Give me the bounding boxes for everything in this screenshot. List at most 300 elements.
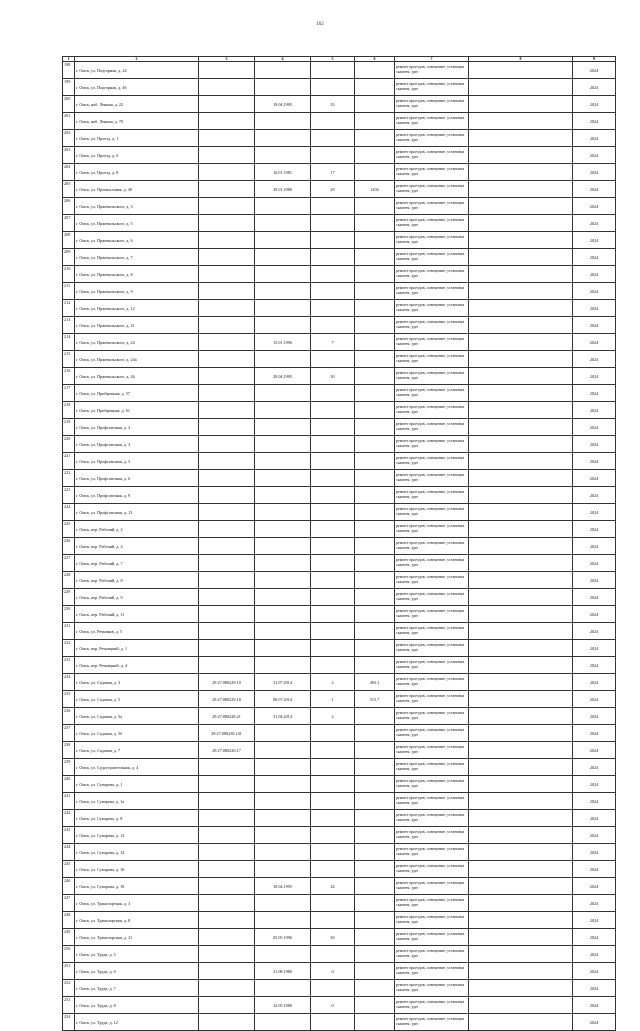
cadastral-number-cell [199, 878, 255, 895]
cadastral-number-cell [199, 402, 255, 419]
year-cell: 2024 [573, 912, 616, 929]
date-cell [255, 351, 311, 368]
address-cell: г. Омск, ул. Транспортная, д. 8 [75, 912, 199, 929]
column-6-cell [355, 113, 395, 130]
column-8-cell [469, 606, 573, 623]
table-row [63, 963, 616, 980]
address-cell: г. Омск, пер. Рабочий, д. 8 [75, 572, 199, 589]
table-row [63, 419, 616, 436]
date-cell [255, 810, 311, 827]
year-cell: 2024 [573, 504, 616, 521]
date-cell [255, 317, 311, 334]
table-row [63, 334, 616, 351]
year-cell: 2024 [573, 317, 616, 334]
table-row [63, 657, 616, 674]
column-6-cell [355, 198, 395, 215]
column-6-cell [355, 334, 395, 351]
cadastral-number-cell [199, 96, 255, 113]
cadastral-number-cell [199, 181, 255, 198]
works-description-cell: ремонт проездов, освещение, установка скамеек, урн [395, 317, 469, 334]
date-cell [255, 555, 311, 572]
table-row [63, 589, 616, 606]
column-5-cell [311, 249, 355, 266]
table-row [63, 385, 616, 402]
address-cell: г. Омск, ул. Пржевальского, д. 8 [75, 266, 199, 283]
address-cell: г. Омск, ул. Труда, д. 12 [75, 1014, 199, 1031]
table-row [63, 487, 616, 504]
column-8-cell [469, 572, 573, 589]
row-number: 199 [63, 79, 75, 96]
works-description-cell: ремонт проездов, освещение, установка скамеек, урн [395, 283, 469, 300]
table-row [63, 62, 616, 79]
column-5-cell [311, 980, 355, 997]
date-cell [255, 895, 311, 912]
address-cell: г. Омск, ул. Садовая, д. 5б [75, 725, 199, 742]
works-description-cell: ремонт проездов, освещение, установка скамеек, урн [395, 776, 469, 793]
cadastral-number-cell [199, 1014, 255, 1031]
column-5-cell [311, 402, 355, 419]
cadastral-number-cell [199, 895, 255, 912]
works-description-cell: ремонт проездов, освещение, установка скамеек, урн [395, 266, 469, 283]
row-number: 253 [63, 997, 75, 1014]
column-8-cell [469, 368, 573, 385]
works-description-cell: ремонт проездов, освещение, установка скамеек, урн [395, 249, 469, 266]
address-cell: г. Омск, ул. Суворова, д. 8 [75, 810, 199, 827]
column-6-cell [355, 759, 395, 776]
year-cell: 2024 [573, 419, 616, 436]
date-cell: 16.01.1981 [255, 164, 311, 181]
column-5-cell [311, 827, 355, 844]
column-5-cell [311, 521, 355, 538]
address-cell: г. Омск, ул. Суворова, д. 12 [75, 827, 199, 844]
table-row [63, 215, 616, 232]
cadastral-number-cell [199, 317, 255, 334]
year-cell: 2024 [573, 453, 616, 470]
table-row [63, 980, 616, 997]
cadastral-number-cell [199, 232, 255, 249]
year-cell: 2024 [573, 827, 616, 844]
table-row [63, 164, 616, 181]
year-cell: 2024 [573, 232, 616, 249]
date-cell [255, 640, 311, 657]
date-cell [255, 538, 311, 555]
cadastral-number-cell [199, 283, 255, 300]
cadastral-number-cell [199, 300, 255, 317]
address-cell: г. Омск, ул. Пржевальского, д. 12 [75, 300, 199, 317]
row-number: 239 [63, 759, 75, 776]
column-8-cell [469, 793, 573, 810]
date-cell [255, 113, 311, 130]
column-8-cell [469, 164, 573, 181]
cadastral-number-cell [199, 759, 255, 776]
column-6-cell [355, 793, 395, 810]
year-cell: 2024 [573, 470, 616, 487]
column-6-cell [355, 878, 395, 895]
row-number: 221 [63, 453, 75, 470]
table-row [63, 708, 616, 725]
row-number: 201 [63, 113, 75, 130]
column-5-cell [311, 623, 355, 640]
year-cell: 2024 [573, 215, 616, 232]
column-8-cell [469, 980, 573, 997]
works-description-cell: ремонт проездов, освещение, установка скамеек, урн [395, 470, 469, 487]
column-5-cell: 35 [311, 96, 355, 113]
column-5-cell [311, 232, 355, 249]
table-row [63, 453, 616, 470]
cadastral-number-cell [199, 776, 255, 793]
column-5-cell [311, 946, 355, 963]
date-cell [255, 453, 311, 470]
works-description-cell: ремонт проездов, освещение, установка скамеек, урн [395, 487, 469, 504]
column-6-cell [355, 470, 395, 487]
works-description-cell: ремонт проездов, освещение, установка скамеек, урн [395, 113, 469, 130]
works-description-cell: ремонт проездов, освещение, установка скамеек, урн [395, 929, 469, 946]
works-description-cell: ремонт проездов, освещение, установка скамеек, урн [395, 521, 469, 538]
row-number: 220 [63, 436, 75, 453]
date-cell [255, 470, 311, 487]
works-description-cell: ремонт проездов, освещение, установка скамеек, урн [395, 793, 469, 810]
works-description-cell: ремонт проездов, освещение, установка скамеек, урн [395, 691, 469, 708]
column-6-cell [355, 589, 395, 606]
works-description-cell: ремонт проездов, освещение, установка скамеек, урн [395, 963, 469, 980]
address-cell: г. Омск, ул. Садовая, д. 3 [75, 674, 199, 691]
column-5-cell [311, 810, 355, 827]
cadastral-number-cell [199, 198, 255, 215]
cadastral-number-cell [199, 215, 255, 232]
column-8-cell [469, 878, 573, 895]
cadastral-number-cell [199, 470, 255, 487]
year-cell: 2024 [573, 436, 616, 453]
column-8-cell [469, 283, 573, 300]
column-8-cell [469, 776, 573, 793]
cadastral-number-cell [199, 79, 255, 96]
works-description-cell: ремонт проездов, освещение, установка скамеек, урн [395, 164, 469, 181]
table-row [63, 1014, 616, 1031]
row-number: 203 [63, 147, 75, 164]
cadastral-number-cell [199, 62, 255, 79]
date-cell: 29.01.1980 [255, 181, 311, 198]
table-row [63, 283, 616, 300]
works-description-cell: ремонт проездов, освещение, установка скамеек, урн [395, 759, 469, 776]
date-cell [255, 725, 311, 742]
date-cell [255, 742, 311, 759]
year-cell: 2024 [573, 861, 616, 878]
cadastral-number-cell [199, 572, 255, 589]
address-cell: г. Омск, ул. Садовая, д. 7 [75, 742, 199, 759]
column-8-cell [469, 113, 573, 130]
address-cell: г. Омск, ул. Пржевальского, д. 3 [75, 198, 199, 215]
column-6-cell [355, 555, 395, 572]
row-number: 211 [63, 283, 75, 300]
date-cell [255, 589, 311, 606]
column-5-cell [311, 912, 355, 929]
year-cell: 2024 [573, 572, 616, 589]
address-cell: г. Омск, пер. Рабочий, д. 11 [75, 606, 199, 623]
year-cell: 2024 [573, 130, 616, 147]
column-5-cell [311, 538, 355, 555]
year-cell: 2024 [573, 283, 616, 300]
column-8-cell [469, 589, 573, 606]
column-6-cell [355, 487, 395, 504]
table-row [63, 232, 616, 249]
year-cell: 2024 [573, 198, 616, 215]
header-cell: 8 [469, 57, 573, 62]
column-8-cell [469, 351, 573, 368]
cadastral-number-cell [199, 844, 255, 861]
works-description-cell: ремонт проездов, освещение, установка скамеек, урн [395, 504, 469, 521]
address-cell: г. Омск, пер. Речницкий, д. 4 [75, 657, 199, 674]
row-number: 247 [63, 895, 75, 912]
column-5-cell [311, 640, 355, 657]
address-cell: г. Омск, ул. Суворова, д. 16 [75, 861, 199, 878]
table-row [63, 606, 616, 623]
column-5-cell: 2 [311, 708, 355, 725]
address-cell: г. Омск, ул. Проезд, д. 6 [75, 147, 199, 164]
cadastral-number-cell [199, 963, 255, 980]
column-6-cell [355, 895, 395, 912]
table-row [63, 861, 616, 878]
address-cell: г. Омск, ул. Профсоюзная, д. 13 [75, 504, 199, 521]
cadastral-number-cell [199, 130, 255, 147]
works-description-cell: ремонт проездов, освещение, установка скамеек, урн [395, 742, 469, 759]
table-row [63, 878, 616, 895]
column-8-cell [469, 640, 573, 657]
table-row [63, 351, 616, 368]
column-6-cell [355, 283, 395, 300]
column-6-cell [355, 861, 395, 878]
column-5-cell [311, 844, 355, 861]
year-cell: 2024 [573, 589, 616, 606]
address-cell: г. Омск, ул. Садовая, д. 5 [75, 691, 199, 708]
column-8-cell [469, 742, 573, 759]
column-8-cell [469, 521, 573, 538]
works-description-cell: ремонт проездов, освещение, установка скамеек, урн [395, 453, 469, 470]
table-row [63, 521, 616, 538]
address-cell: г. Омск, ул. Суворова, д. 1а [75, 793, 199, 810]
address-cell: г. Омск, ул. Труда, д. 7 [75, 980, 199, 997]
date-cell [255, 62, 311, 79]
year-cell: 2024 [573, 164, 616, 181]
works-description-cell: ремонт проездов, освещение, установка скамеек, урн [395, 130, 469, 147]
row-number: 240 [63, 776, 75, 793]
column-5-cell [311, 351, 355, 368]
date-cell: 08.07.2014 [255, 691, 311, 708]
column-5-cell [311, 62, 355, 79]
table-row [63, 504, 616, 521]
column-6-cell [355, 368, 395, 385]
row-number: 208 [63, 232, 75, 249]
column-6-cell [355, 538, 395, 555]
works-description-cell: ремонт проездов, освещение, установка скамеек, урн [395, 368, 469, 385]
column-6-cell [355, 317, 395, 334]
table-row [63, 674, 616, 691]
date-cell [255, 300, 311, 317]
row-number: 207 [63, 215, 75, 232]
cadastral-number-cell [199, 368, 255, 385]
works-description-cell: ремонт проездов, освещение, установка скамеек, урн [395, 198, 469, 215]
year-cell: 2024 [573, 334, 616, 351]
cadastral-number-cell [199, 385, 255, 402]
column-6-cell [355, 232, 395, 249]
column-8-cell [469, 538, 573, 555]
column-5-cell [311, 725, 355, 742]
works-description-cell: ремонт проездов, освещение, установка скамеек, урн [395, 232, 469, 249]
column-6-cell [355, 351, 395, 368]
column-6-cell [355, 79, 395, 96]
row-number: 234 [63, 674, 75, 691]
column-6-cell [355, 96, 395, 113]
address-cell: г. Омск, ул. Пржевальского, д. 24а [75, 351, 199, 368]
row-number: 232 [63, 640, 75, 657]
register-table [62, 56, 616, 1031]
table-row [63, 300, 616, 317]
table-row [63, 402, 616, 419]
cadastral-number-cell [199, 793, 255, 810]
header-cell: 5 [311, 57, 355, 62]
year-cell: 2024 [573, 640, 616, 657]
address-cell: г. Омск, ул. Подгорная, д. 46 [75, 79, 199, 96]
table-row [63, 946, 616, 963]
year-cell: 2024 [573, 929, 616, 946]
cadastral-number-cell [199, 521, 255, 538]
year-cell: 2024 [573, 1014, 616, 1031]
table-row [63, 776, 616, 793]
year-cell: 2024 [573, 793, 616, 810]
cadastral-number-cell [199, 538, 255, 555]
table-row [63, 640, 616, 657]
column-5-cell: 29 [311, 181, 355, 198]
address-cell: г. Омск, ул. Суворова, д. 1 [75, 776, 199, 793]
column-8-cell [469, 929, 573, 946]
works-description-cell: ремонт проездов, освещение, установка скамеек, урн [395, 181, 469, 198]
table-row [63, 130, 616, 147]
year-cell: 2024 [573, 725, 616, 742]
column-8-cell [469, 1014, 573, 1031]
year-cell: 2024 [573, 300, 616, 317]
date-cell [255, 487, 311, 504]
works-description-cell: ремонт проездов, освещение, установка скамеек, урн [395, 572, 469, 589]
year-cell: 2024 [573, 963, 616, 980]
cadastral-number-cell [199, 266, 255, 283]
row-number: 226 [63, 538, 75, 555]
row-number: 227 [63, 555, 75, 572]
year-cell: 2024 [573, 385, 616, 402]
cadastral-number-cell [199, 555, 255, 572]
year-cell: 2024 [573, 980, 616, 997]
table-row [63, 742, 616, 759]
column-6-cell [355, 164, 395, 181]
cadastral-number-cell [199, 113, 255, 130]
page-number: 162 [316, 22, 324, 27]
year-cell: 2024 [573, 844, 616, 861]
date-cell [255, 623, 311, 640]
table-row [63, 793, 616, 810]
date-cell [255, 1014, 311, 1031]
row-number: 222 [63, 470, 75, 487]
column-6-cell [355, 606, 395, 623]
date-cell [255, 844, 311, 861]
row-number: 242 [63, 810, 75, 827]
column-5-cell: 0 [311, 963, 355, 980]
works-description-cell: ремонт проездов, освещение, установка скамеек, урн [395, 708, 469, 725]
works-description-cell: ремонт проездов, освещение, установка скамеек, урн [395, 79, 469, 96]
date-cell [255, 249, 311, 266]
date-cell: 10.04.1995 [255, 878, 311, 895]
date-cell [255, 436, 311, 453]
column-8-cell [469, 436, 573, 453]
table-row [63, 436, 616, 453]
year-cell: 2024 [573, 759, 616, 776]
column-5-cell: 24 [311, 878, 355, 895]
column-8-cell [469, 963, 573, 980]
works-description-cell: ремонт проездов, освещение, установка скамеек, урн [395, 334, 469, 351]
cadastral-number-cell [199, 589, 255, 606]
column-5-cell: 2 [311, 674, 355, 691]
column-5-cell [311, 300, 355, 317]
column-5-cell: 30 [311, 929, 355, 946]
row-number: 251 [63, 963, 75, 980]
column-5-cell [311, 742, 355, 759]
cadastral-number-cell [199, 436, 255, 453]
cadastral-number-cell [199, 657, 255, 674]
column-5-cell [311, 555, 355, 572]
cadastral-number-cell [199, 249, 255, 266]
year-cell: 2024 [573, 538, 616, 555]
date-cell [255, 861, 311, 878]
row-number: 210 [63, 266, 75, 283]
year-cell: 2024 [573, 521, 616, 538]
row-number: 231 [63, 623, 75, 640]
column-8-cell [469, 79, 573, 96]
works-description-cell: ремонт проездов, освещение, установка скамеек, урн [395, 878, 469, 895]
works-description-cell: ремонт проездов, освещение, установка скамеек, урн [395, 555, 469, 572]
row-number: 218 [63, 402, 75, 419]
year-cell: 2024 [573, 708, 616, 725]
column-8-cell [469, 997, 573, 1014]
table-row [63, 844, 616, 861]
date-cell [255, 215, 311, 232]
table-row [63, 725, 616, 742]
cadastral-number-cell [199, 453, 255, 470]
address-cell: г. Омск, ул. Суворова, д. 18 [75, 878, 199, 895]
column-8-cell [469, 657, 573, 674]
column-6-cell [355, 419, 395, 436]
address-cell: г. Омск, ул. Пржевальского, д. 5 [75, 215, 199, 232]
column-6-cell [355, 385, 395, 402]
column-8-cell [469, 674, 573, 691]
address-cell: г. Омск, пер. Рабочий, д. 2 [75, 521, 199, 538]
date-cell [255, 504, 311, 521]
row-number: 228 [63, 572, 75, 589]
address-cell: г. Омск, ул. Пржевальского, д. 7 [75, 249, 199, 266]
row-number: 224 [63, 504, 75, 521]
cadastral-number-cell [199, 929, 255, 946]
column-6-cell [355, 572, 395, 589]
column-5-cell: 1 [311, 691, 355, 708]
column-5-cell [311, 470, 355, 487]
cadastral-number-cell [199, 810, 255, 827]
column-5-cell [311, 436, 355, 453]
row-number: 209 [63, 249, 75, 266]
cadastral-number-cell [199, 419, 255, 436]
column-5-cell [311, 113, 355, 130]
works-description-cell: ремонт проездов, освещение, установка скамеек, урн [395, 827, 469, 844]
date-cell [255, 419, 311, 436]
row-number: 250 [63, 946, 75, 963]
column-6-cell [355, 742, 395, 759]
column-6-cell [355, 912, 395, 929]
works-description-cell: ремонт проездов, освещение, установка скамеек, урн [395, 147, 469, 164]
